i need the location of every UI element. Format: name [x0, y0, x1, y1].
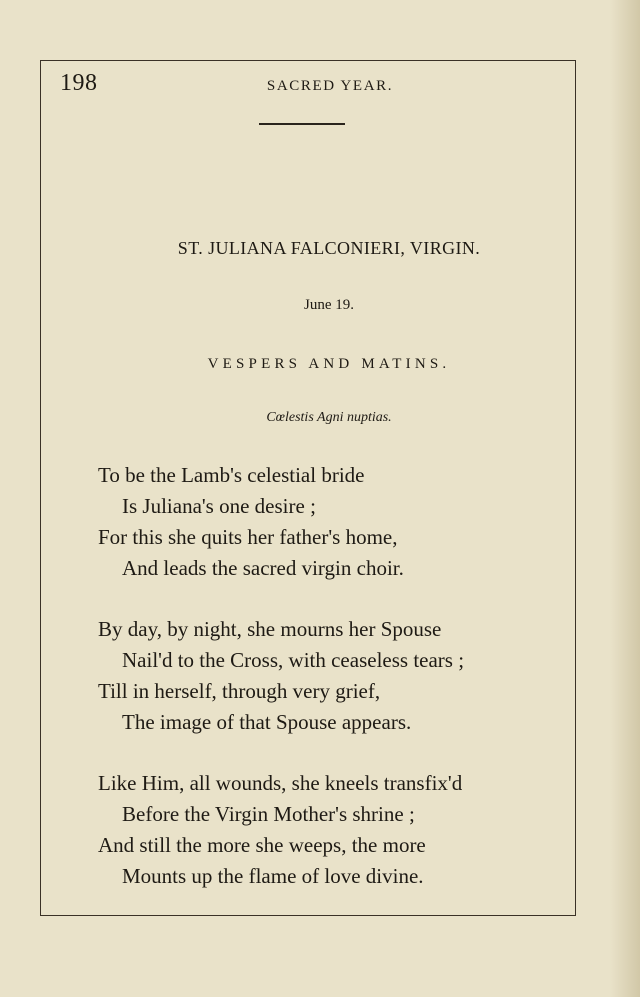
- office-heading: VESPERS AND MATINS.: [207, 356, 451, 372]
- stanza-3: [98, 768, 568, 892]
- page-edge-shading: [610, 0, 640, 997]
- verse-line: Till in herself, through very grief,: [98, 679, 381, 703]
- hymn-text: [98, 460, 568, 922]
- page-number: 198: [60, 70, 98, 96]
- verse-line: Nail'd to the Cross, with ceaseless tears ;: [122, 648, 465, 672]
- verse-line: For this she quits her father's home,: [98, 525, 398, 549]
- verse-line: Before the Virgin Mother's shrine ;: [122, 802, 415, 826]
- verse-line: Is Juliana's one desire ;: [122, 494, 316, 518]
- feast-date: June 19.: [304, 297, 354, 313]
- verse-line: And leads the sacred virgin choir.: [122, 556, 404, 580]
- verse-line: Like Him, all wounds, she kneels transfix'd: [98, 771, 463, 795]
- running-head: SACRED YEAR.: [266, 78, 394, 94]
- hymn-title: ST. JULIANA FALCONIERI, VIRGIN.: [177, 238, 481, 258]
- verse-line: By day, by night, she mourns her Spouse: [98, 617, 442, 641]
- header-rule: [259, 123, 345, 125]
- verse-line: To be the Lamb's celestial bride: [98, 463, 365, 487]
- verse-line: And still the more she weeps, the more: [98, 833, 426, 857]
- verse-line: Mounts up the flame of love divine.: [122, 864, 424, 888]
- latin-incipit: Cœlestis Agni nuptias.: [266, 410, 392, 425]
- verse-line: The image of that Spouse appears.: [122, 710, 412, 734]
- stanza-2: [98, 614, 568, 738]
- stanza-1: [98, 460, 568, 584]
